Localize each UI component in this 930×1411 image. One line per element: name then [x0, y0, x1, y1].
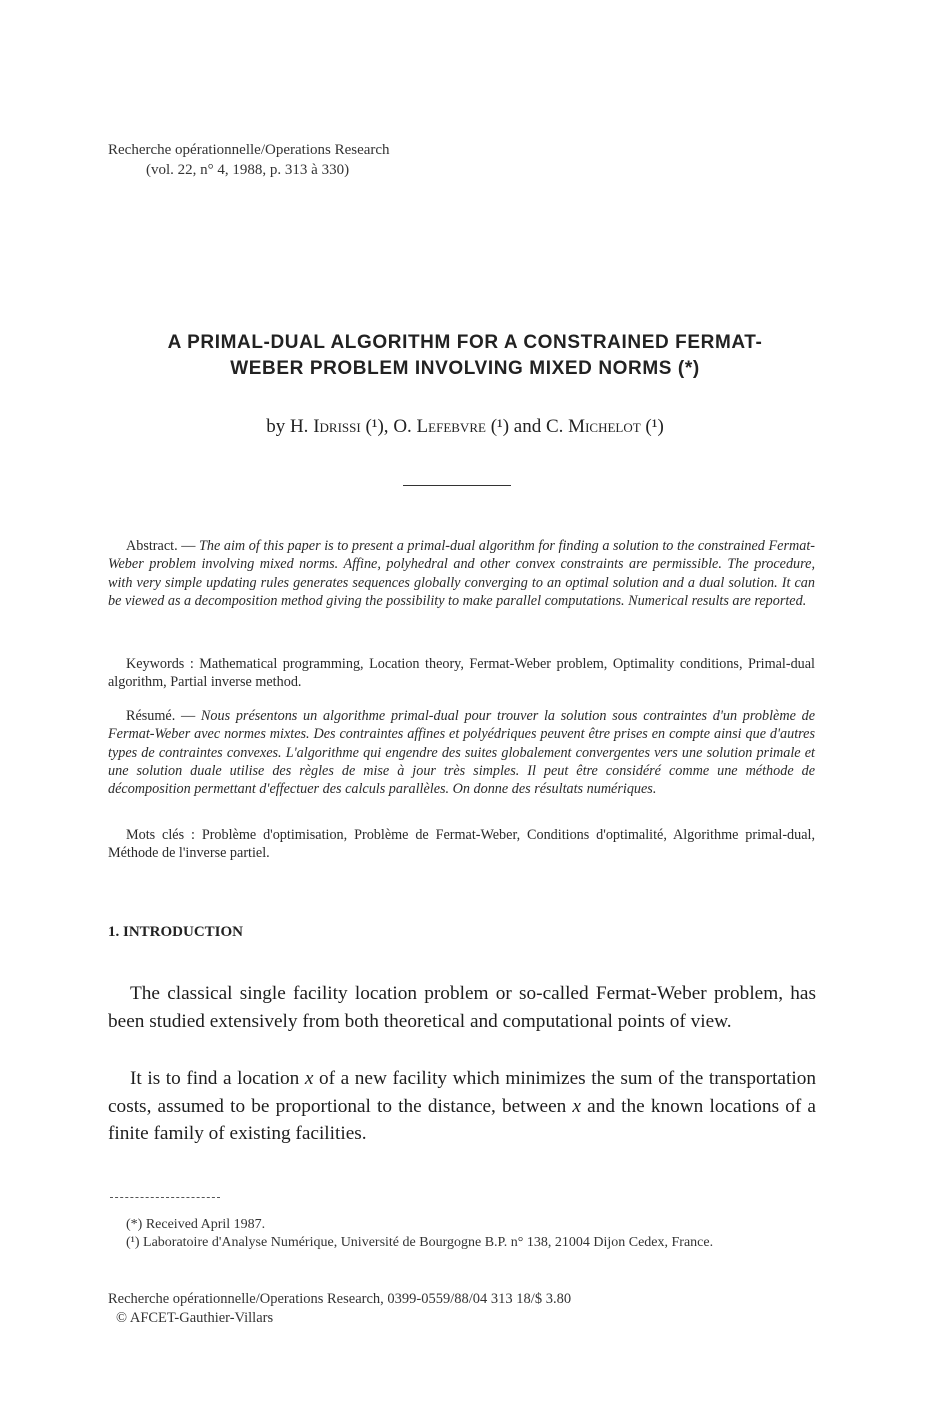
author-3-name: Michelot: [568, 416, 641, 437]
resume-text: Nous présentons un algorithme primal-dual pour trouver la solution sous contraintes d'un problème de Fermat-Weber avec normes mixtes. Des contraintes affines et polyédriques peuvent être prises en compte ainsi que d'autres types de contraintes convexes. L'algorithme qui engendre des suites globalement convergentes vers une solution primale et une solution duale utilise des règles de mise à jour très simples. Il peut être considéré comme une méthode de décomposition permettant d'effectuer des calculs parallèles. On donne des résultats numériques.: [108, 708, 815, 798]
variable-x: x: [304, 1068, 314, 1089]
footer-copyright: © AFCET-Gauthier-Villars: [116, 1310, 274, 1326]
resume: [108, 707, 815, 798]
author-3-mark: (¹): [640, 416, 664, 437]
author-1-mark: (¹),: [360, 416, 394, 437]
journal-name: Recherche opérationnelle/Operations Research: [108, 142, 390, 158]
author-1-initial: H.: [289, 416, 314, 437]
footnote-received: (*) Received April 1987.: [126, 1217, 266, 1232]
variable-x: x: [572, 1095, 581, 1117]
abstract-label: Abstract. —: [126, 538, 199, 554]
author-2-name: Lefebvre: [416, 416, 486, 437]
keywords-text: Mathematical programming, Location theory, Fermat-Weber problem, Optimality conditions, Primal-dual algorithm, Partial inverse method.: [108, 656, 815, 691]
footnote-divider: [110, 1197, 220, 1198]
intro-p1-text: The classical single facility location problem or so-called Fermat-Weber problem, has been studied extensively from both theoretical and computational points of view.: [108, 983, 816, 1032]
abstract: [108, 537, 815, 610]
author-1-name: Idrissi: [313, 416, 361, 437]
abstract-text: The aim of this paper is to present a primal-dual algorithm for finding a solution to the constrained Fermat-Weber problem involving mixed norms. Affine, polyhedral and other convex constraints are permissible. The procedure, with very simple updating rules generates sequences globally converging to an optimal solution and a dual solution. It can be viewed as a decomposition method giving the possibility to make parallel computations. Numerical results are reported.: [108, 538, 815, 609]
author-2-initial: O.: [393, 416, 417, 437]
author-line: [60, 416, 870, 438]
title-line-1: A PRIMAL-DUAL ALGORITHM FOR A CONSTRAINED FERMAT-: [167, 332, 763, 353]
intro-paragraph-2: [108, 1065, 816, 1148]
footnote-affiliation: (¹) Laboratoire d'Analyse Numérique, Université de Bourgogne B.P. n° 138, 21004 Dijon Cedex, France.: [126, 1234, 714, 1250]
page-footer: [108, 1290, 571, 1328]
keywords: [108, 655, 815, 692]
title-divider: [403, 485, 511, 486]
journal-volume: (vol. 22, n° 4, 1988, p. 313 à 330): [146, 162, 350, 178]
intro-paragraph-1: [108, 980, 816, 1035]
keywords-label: Keywords :: [126, 656, 200, 672]
intro-p2-b: of a new facility which minimizes the sum of the transportation costs, assumed to be proportional to the distance, between: [108, 1068, 816, 1117]
author-2-mark: (¹) and: [485, 416, 546, 437]
title-line-2: WEBER PROBLEM INVOLVING MIXED NORMS (*): [230, 358, 700, 379]
author-3-initial: C.: [545, 416, 569, 437]
paper-title: [60, 330, 870, 382]
intro-p2-c: and the known locations of a finite family of existing facilities.: [108, 1095, 816, 1144]
section-heading: 1. INTRODUCTION: [108, 924, 244, 940]
footnotes: [108, 1216, 816, 1251]
footer-journal-code: Recherche opérationnelle/Operations Research, 0399-0559/88/04 313 18/$ 3.80: [108, 1291, 572, 1307]
mots-cles: [108, 826, 815, 863]
mots-cles-text: Problème d'optimisation, Problème de Fermat-Weber, Conditions d'optimalité, Algorithme primal-dual, Méthode de l'inverse partiel.: [108, 827, 816, 862]
mots-cles-label: Mots clés :: [126, 827, 202, 843]
author-by: by: [266, 416, 286, 437]
intro-p2-a: It is to find a location: [130, 1068, 305, 1089]
journal-header: [108, 140, 390, 180]
resume-label: Résumé. —: [126, 708, 201, 724]
